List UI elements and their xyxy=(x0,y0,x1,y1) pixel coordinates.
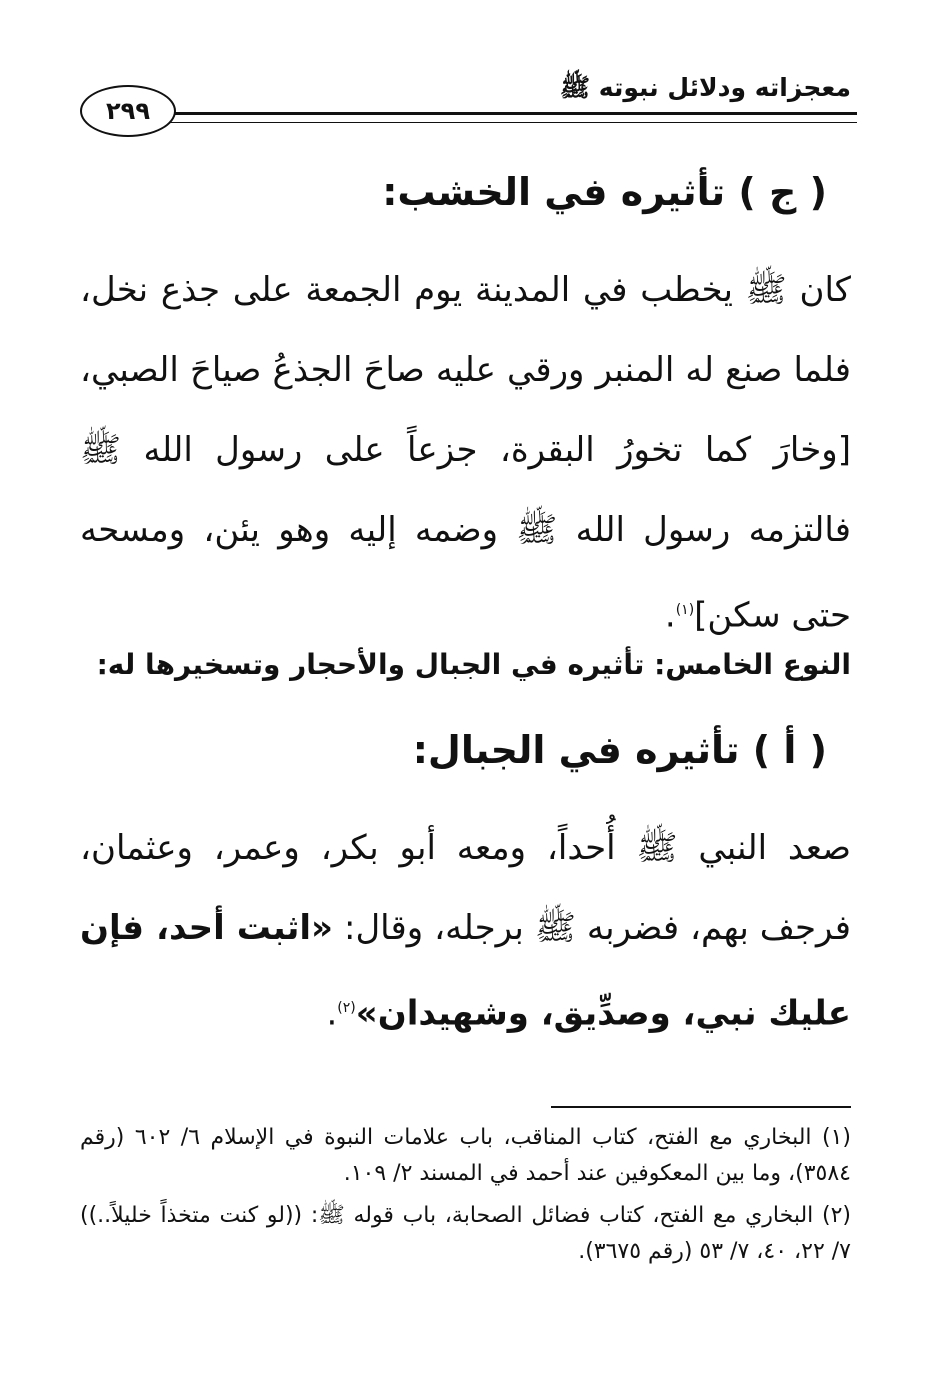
footnote-separator xyxy=(551,1106,851,1108)
end-punct: . xyxy=(664,595,676,636)
footnote-ref-2: (٢) xyxy=(337,1000,356,1016)
section-heading-mountains-stones: النوع الخامس: تأثيره في الجبال والأحجار وتسخيرها له: xyxy=(96,648,851,681)
paragraph-mountains-text xyxy=(80,808,851,1053)
running-header-title: معجزاته ودلائل نبوته ﷺ xyxy=(559,73,851,102)
paragraph-mountains xyxy=(80,808,851,1053)
paragraph-wood-body: كان ﷺ يخطب في المدينة يوم الجمعة على جذع نخل، فلما صنع له المنبر ورقي عليه صاحَ الجذعُ صياحَ الصبي، [وخارَ كما تخورُ البقرة، جزعاً على رسول الله ﷺ فالتزمه رسول الله ﷺ وضمه إليه وهو يئن، ومسحه حتى سكن] xyxy=(80,270,851,636)
paragraph-mountains-body: صعد النبي ﷺ أُحداً، ومعه أبو بكر، وعمر، وعثمان، فرجف بهم، فضربه ﷺ برجله، وقال: xyxy=(80,828,851,948)
footnote-ref-1: (١) xyxy=(675,602,695,618)
page-number-badge: ٢٩٩ xyxy=(80,85,176,137)
header-rule xyxy=(155,112,857,123)
end-punct: . xyxy=(326,993,338,1034)
hadith-quote: «اثبت أحد، فإن عليك نبي، وصدِّيق، وشهيدان» xyxy=(80,908,851,1034)
paragraph-wood xyxy=(80,250,851,655)
paragraph-wood-text xyxy=(80,250,851,655)
footnote-2: (٢) البخاري مع الفتح، كتاب فضائل الصحابة، باب قوله ﷺ: ((لو كنت متخذاً خليلاً..)) ٧/ ٢٢، ٤٠، ٧/ ٥٣ (رقم ٣٦٧٥). xyxy=(80,1203,851,1264)
footnote-1: (١) البخاري مع الفتح، كتاب المناقب، باب علامات النبوة في الإسلام ٦/ ٦٠٢ (رقم ٣٥٨٤)، وما بين المعكوفين عند أحمد في المسند ٢/ ١٠٩. xyxy=(80,1125,852,1186)
sub-heading-mountains: ( أ ) تأثيره في الجبال: xyxy=(412,728,827,772)
footnotes xyxy=(80,1120,851,1276)
section-heading-wood: ( ج ) تأثيره في الخشب: xyxy=(382,170,827,214)
